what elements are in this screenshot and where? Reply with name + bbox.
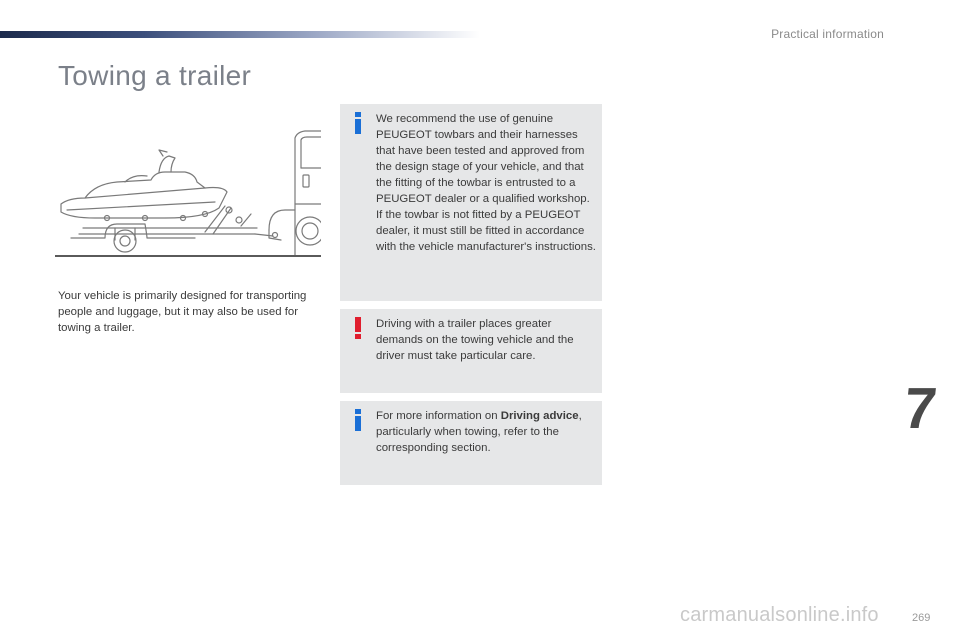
info-icon <box>353 112 363 134</box>
page-title: Towing a trailer <box>58 60 252 91</box>
info-text-suffix: , particularly when towing, refer to the corresponding section. <box>376 410 582 454</box>
warning-box-text: Driving with a trailer places greater demands on the towing vehicle and the driver must take particular care. <box>376 318 574 362</box>
info-box-genuine-towbars-text: We recommend the use of genuine PEUGEOT towbars and their harnesses that have been tested and approved from the design stage of your vehicle, and that the fitting of the towbar is entrusted to a PEUGEOT dealer or a qualified workshop. If the towbar is not fitted by a PEUGEOT dealer, it must still be fitted in accordance with the vehicle manufacturer's instructions. <box>376 113 596 253</box>
intro-paragraph: Your vehicle is primarily designed for transporting people and luggage, but it may also be used for towing a trailer. <box>58 290 307 334</box>
info-box-driving-advice <box>340 401 602 485</box>
info-box-genuine-towbars <box>340 104 602 301</box>
page-number: 269 <box>912 612 931 624</box>
warning-box-trailer-driving <box>340 309 602 393</box>
jetski-trailer-towing-illustration <box>55 128 321 260</box>
warning-icon <box>353 317 363 339</box>
chapter-number: 7 <box>900 376 940 441</box>
watermark: carmanualsonline.info <box>680 604 879 626</box>
info-icon <box>353 409 363 431</box>
section-title: Practical information <box>771 27 884 41</box>
info-text-prefix: For more information on <box>376 410 501 422</box>
header-accent-band <box>0 31 480 38</box>
driving-advice-reference: Driving advice <box>500 410 579 422</box>
info-box-driving-advice-text <box>376 408 596 456</box>
